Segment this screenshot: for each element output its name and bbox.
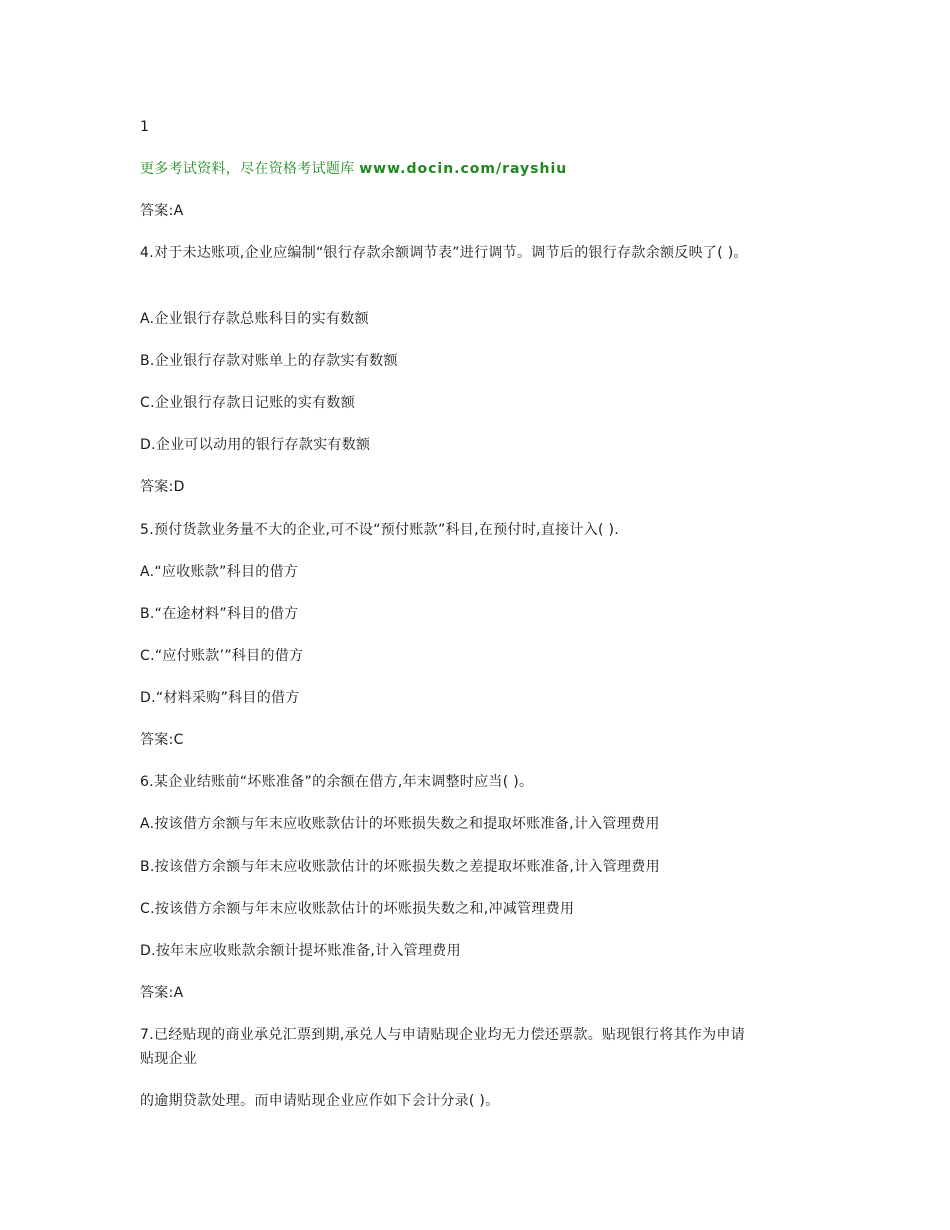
question-7-line-2: 贴现企业 — [140, 1051, 198, 1067]
q4-answer: 答案:D — [140, 479, 185, 495]
question-5: 5.预付货款业务量不大的企业,可不设“预付账款”科目,在预付时,直接计入( ). — [140, 522, 620, 538]
q5-option-b: B.“在途材料”科目的借方 — [140, 606, 299, 622]
question-7-line-1: 7.已经贴现的商业承兑汇票到期,承兑人与申请贴现企业均无力偿还票款。贴现银行将其作为申请 — [140, 1027, 746, 1043]
q4-option-a: A.企业银行存款总账科目的实有数额 — [140, 311, 369, 327]
q6-option-b: B.按该借方余额与年末应收账款估计的坏账损失数之差提取坏账准备,计入管理费用 — [140, 859, 660, 875]
q4-option-d: D.企业可以动用的银行存款实有数额 — [140, 437, 371, 453]
promo-text: 更多考试资料，尽在资格考试题库 — [140, 161, 360, 177]
question-7-line-3: 的逾期贷款处理。而申请贴现企业应作如下会计分录( )。 — [140, 1093, 500, 1109]
answer-text: 答案:A — [140, 203, 184, 219]
q6-answer: 答案:A — [140, 985, 184, 1001]
promo-link[interactable]: www.docin.com/rayshiu — [359, 161, 568, 177]
q4-option-b: B.企业银行存款对账单上的存款实有数额 — [140, 353, 398, 369]
promo-banner — [140, 159, 567, 179]
q6-option-d: D.按年末应收账款余额计提坏账准备,计入管理费用 — [140, 943, 461, 959]
q5-option-d: D.“材料采购”科目的借方 — [140, 690, 300, 706]
q5-option-c: C.“应付账款’”科目的借方 — [140, 648, 304, 664]
page-number: 1 — [140, 119, 150, 135]
question-6: 6.某企业结账前“坏账准备”的余额在借方,年末调整时应当( )。 — [140, 774, 534, 790]
q5-answer: 答案:C — [140, 732, 184, 748]
q5-option-a: A.“应收账款”科目的借方 — [140, 564, 299, 580]
q6-option-c: C.按该借方余额与年末应收账款估计的坏账损失数之和,冲减管理费用 — [140, 901, 575, 917]
q4-option-c: C.企业银行存款日记账的实有数额 — [140, 395, 356, 411]
q6-option-a: A.按该借方余额与年末应收账款估计的坏账损失数之和提取坏账准备,计入管理费用 — [140, 816, 660, 832]
question-4: 4.对于未达账项,企业应编制“银行存款余额调节表”进行调节。调节后的银行存款余额反映了( )。 — [140, 245, 748, 261]
